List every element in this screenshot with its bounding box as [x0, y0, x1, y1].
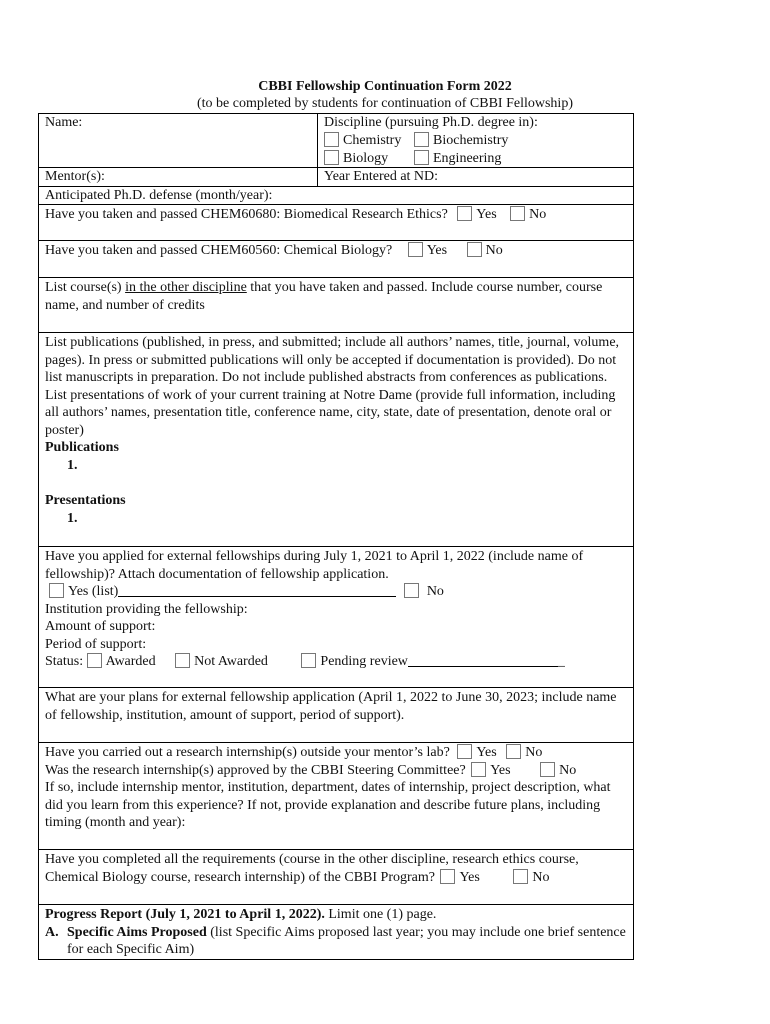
engineering-checkbox[interactable] — [414, 150, 429, 165]
specific-aims-heading: Specific Aims Proposed — [67, 924, 207, 940]
requirements-question: Have you completed all the requirements (course in the other discipline, research ethics course, Chemical Biology course, research internship) of the CBBI Program? — [45, 852, 579, 885]
progress-heading: Progress Report (July 1, 2021 to April 1, 2022). — [45, 907, 325, 922]
requirements-row — [38, 850, 634, 905]
discipline-option-engineering[interactable]: Engineering — [414, 150, 501, 168]
approval-yes-checkbox[interactable] — [471, 762, 486, 777]
internship-yes-checkbox[interactable] — [457, 744, 472, 759]
presentation-item: 1. — [67, 510, 78, 526]
not-awarded-checkbox[interactable] — [175, 653, 190, 668]
discipline-option-biochemistry[interactable]: Biochemistry — [414, 132, 508, 150]
specific-aims-letter: A. — [45, 924, 59, 940]
ethics-no-label: No — [529, 207, 547, 222]
institution-label: Institution providing the fellowship: — [45, 601, 248, 617]
not-awarded-label: Not Awarded — [194, 654, 268, 669]
defense-label: Anticipated Ph.D. defense (month/year): — [45, 188, 273, 203]
ethics-yes-checkbox[interactable] — [457, 206, 472, 221]
requirements-no-checkbox[interactable] — [513, 869, 528, 884]
internship-followup: If so, include internship mentor, institution, department, dates of internship, project description, what did you learn from this experience? If not, provide explanation and describe future plans, including timing (month and year): — [45, 780, 611, 830]
progress-row[interactable] — [38, 905, 634, 960]
status-label: Status: — [45, 654, 84, 669]
external-yes-checkbox[interactable] — [49, 583, 64, 598]
approval-no-label: No — [559, 762, 577, 778]
internship-question: Have you carried out a research internship(s) outside your mentor’s lab? — [45, 745, 450, 760]
defense-row[interactable] — [38, 187, 634, 205]
plans-row[interactable] — [38, 688, 634, 743]
approval-question: Was the research internship(s) approved by the CBBI Steering Committee? — [45, 762, 466, 778]
name-discipline-row — [38, 113, 634, 168]
plans-text: What are your plans for external fellowship application (April 1, 2022 to June 30, 2023; include name of fellowship, institution, amount of support, period of support). — [45, 690, 617, 723]
approval-no-checkbox[interactable] — [540, 762, 555, 777]
internship-yes-label: Yes — [476, 745, 497, 760]
pending-label: Pending review — [320, 654, 408, 669]
mentor-label: Mentor(s): — [45, 169, 105, 184]
external-no-label: No — [426, 584, 444, 599]
name-label: Name: — [45, 115, 83, 130]
requirements-no-label: No — [532, 869, 550, 885]
publications-heading: Publications — [45, 440, 119, 455]
courses-text-pre: List course(s) — [45, 280, 126, 295]
form-title: CBBI Fellowship Continuation Form 2022 — [258, 79, 512, 94]
chemistry-checkbox[interactable] — [324, 132, 339, 147]
amount-label: Amount of support: — [45, 619, 156, 634]
period-label: Period of support: — [45, 636, 147, 652]
specific-aims-item — [45, 924, 627, 959]
biology-checkbox[interactable] — [324, 150, 339, 165]
year-label: Year Entered at ND: — [324, 169, 439, 184]
publications-instructions: List publications (published, in press, and submitted; include all authors’ names, title, journal, volume, pages). In press or submitted publications will only be accepted if documentation is provided). Do not list manuscripts in preparation. Do not include published abstracts from conferences as publications. List presentations of work of your current training at Notre Dame (provide full information, including all authors’ names, presentation title, conference name, city, state, date of presentation, denote oral or poster) — [45, 335, 620, 438]
mentor-year-row — [38, 168, 634, 187]
publications-row[interactable] — [38, 333, 634, 547]
discipline-option-biology[interactable]: Biology — [324, 150, 414, 168]
chembio-yes-checkbox[interactable] — [408, 242, 423, 257]
ethics-question: Have you taken and passed CHEM60680: Biomedical Research Ethics? — [45, 207, 448, 222]
discipline-label: Discipline (pursuing Ph.D. degree in): — [324, 115, 538, 130]
requirements-yes-checkbox[interactable] — [440, 869, 455, 884]
external-list-line[interactable] — [118, 596, 396, 597]
progress-limit: Limit one (1) page. — [324, 907, 437, 922]
courses-row[interactable] — [38, 278, 634, 333]
pending-line[interactable] — [408, 666, 558, 667]
ethics-yes-label: Yes — [476, 207, 497, 222]
biochemistry-checkbox[interactable] — [414, 132, 429, 147]
ethics-no-checkbox[interactable] — [510, 206, 525, 221]
year-cell[interactable] — [318, 168, 633, 186]
internship-no-label: No — [525, 745, 543, 760]
form-subtitle: (to be completed by students for continuation of CBBI Fellowship) — [196, 96, 573, 111]
courses-text-post: that you have taken and passed. Include course number, course name, and number of credits — [45, 280, 603, 313]
publication-item: 1. — [67, 457, 78, 473]
internship-no-checkbox[interactable] — [506, 744, 521, 759]
fellowship-form — [38, 113, 634, 960]
ethics-row — [38, 205, 634, 241]
chembio-yes-label: Yes — [426, 243, 448, 258]
presentations-heading: Presentations — [45, 493, 126, 508]
external-yes-label: Yes (list) — [68, 584, 119, 599]
chembio-no-label: No — [485, 243, 503, 258]
pending-tail: _ — [557, 654, 565, 669]
approval-yes-label: Yes — [490, 762, 511, 778]
discipline-option-chemistry[interactable]: Chemistry — [324, 132, 414, 150]
specific-aims-text: (list Specific Aims proposed last year; you may include one brief sentence for each Specific Aim) — [67, 924, 626, 957]
external-no-checkbox[interactable] — [404, 583, 419, 598]
external-fellowship-row — [38, 547, 634, 688]
chembio-question: Have you taken and passed CHEM60560: Chemical Biology? — [45, 243, 393, 258]
awarded-checkbox[interactable] — [87, 653, 102, 668]
awarded-label: Awarded — [105, 654, 156, 669]
chembio-row — [38, 241, 634, 278]
mentor-cell[interactable] — [39, 168, 318, 186]
name-cell[interactable] — [39, 114, 318, 167]
pending-checkbox[interactable] — [301, 653, 316, 668]
internship-row — [38, 743, 634, 850]
chembio-no-checkbox[interactable] — [467, 242, 482, 257]
requirements-yes-label: Yes — [459, 869, 480, 885]
courses-text-underlined: in the other discipline — [125, 280, 247, 295]
external-question: Have you applied for external fellowships during July 1, 2021 to April 1, 2022 (include name of fellowship)? Attach documentation of fellowship application. — [45, 549, 584, 582]
discipline-cell — [318, 114, 633, 167]
